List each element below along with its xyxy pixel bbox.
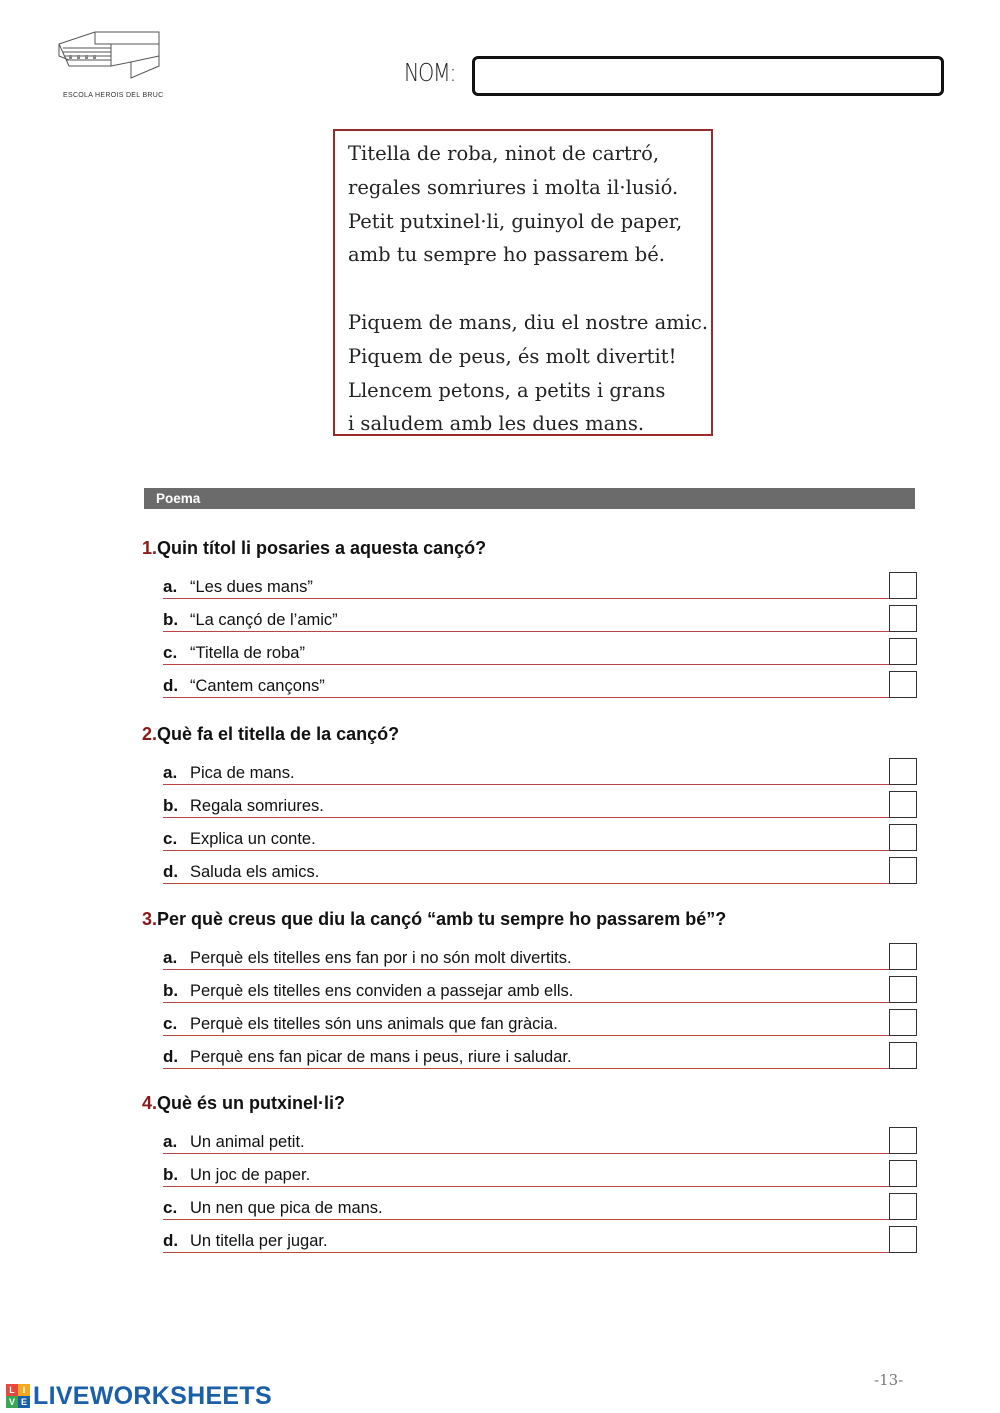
option-letter: c. xyxy=(163,1198,178,1217)
question-number: 4. xyxy=(142,1093,158,1113)
option-letter: a. xyxy=(163,948,178,967)
option-text: “Cantem cançons” xyxy=(190,677,325,695)
question-1 xyxy=(142,538,917,698)
option-letter: a. xyxy=(163,1132,178,1151)
option-text: “La cançó de l’amic” xyxy=(190,611,338,629)
answer-checkbox[interactable] xyxy=(889,1009,917,1036)
answer-option xyxy=(163,1154,917,1187)
answer-checkbox[interactable] xyxy=(889,1127,917,1154)
question-2 xyxy=(142,724,917,884)
answer-checkbox[interactable] xyxy=(889,1193,917,1220)
answer-option xyxy=(163,1220,917,1253)
answer-option xyxy=(163,566,917,599)
option-text: Un nen que pica de mans. xyxy=(190,1199,383,1217)
option-letter: d. xyxy=(163,862,179,881)
poem-line: Piquem de mans, diu el nostre amic. xyxy=(348,310,709,334)
option-text: Un joc de paper. xyxy=(190,1166,311,1184)
answer-option xyxy=(163,818,917,851)
question-title xyxy=(142,909,917,937)
question-title xyxy=(142,538,917,566)
school-name: ESCOLA HEROIS DEL BRUC xyxy=(63,92,164,99)
option-text: Pica de mans. xyxy=(190,764,295,782)
answer-checkbox[interactable] xyxy=(889,1160,917,1187)
school-logo xyxy=(55,26,173,104)
option-letter: a. xyxy=(163,763,178,782)
question-text: Què és un putxinel·li? xyxy=(157,1093,346,1113)
stanza-gap xyxy=(348,272,711,306)
option-text: “Titella de roba” xyxy=(190,644,305,662)
question-title xyxy=(142,724,917,752)
answer-checkbox[interactable] xyxy=(889,638,917,665)
question-3 xyxy=(142,909,917,1069)
option-letter: c. xyxy=(163,643,178,662)
question-number: 2. xyxy=(142,724,158,744)
answer-checkbox[interactable] xyxy=(889,791,917,818)
answer-checkbox[interactable] xyxy=(889,572,917,599)
badge-letter: E xyxy=(18,1396,30,1408)
answer-option xyxy=(163,785,917,818)
answer-option xyxy=(163,970,917,1003)
answer-checkbox[interactable] xyxy=(889,758,917,785)
answer-checkbox[interactable] xyxy=(889,605,917,632)
option-text: “Les dues mans” xyxy=(190,578,313,596)
name-input[interactable] xyxy=(472,56,944,96)
question-number: 3. xyxy=(142,909,158,929)
option-text: Explica un conte. xyxy=(190,830,316,848)
answer-option xyxy=(163,1036,917,1069)
answer-option xyxy=(163,1121,917,1154)
question-text: Quin títol li posaries a aquesta cançó? xyxy=(157,538,487,558)
option-letter: b. xyxy=(163,796,179,815)
option-text: Regala somriures. xyxy=(190,797,324,815)
answer-option xyxy=(163,851,917,884)
option-letter: d. xyxy=(163,676,179,695)
poem-line: Titella de roba, ninot de cartró, xyxy=(348,142,660,165)
answer-option xyxy=(163,665,917,698)
option-letter: a. xyxy=(163,577,178,596)
answer-checkbox[interactable] xyxy=(889,976,917,1003)
option-text: Un animal petit. xyxy=(190,1133,305,1151)
option-letter: c. xyxy=(163,829,178,848)
liveworksheets-logo[interactable] xyxy=(6,1382,272,1410)
brand-name: LIVEWORKSHEETS xyxy=(33,1381,272,1410)
answer-option xyxy=(163,632,917,665)
option-letter: b. xyxy=(163,1165,179,1184)
answer-option xyxy=(163,937,917,970)
option-letter: b. xyxy=(163,610,179,629)
option-text: Perquè els titelles ens fan por i no són molt divertits. xyxy=(190,949,572,967)
question-text: Per què creus que diu la cançó “amb tu sempre ho passarem bé”? xyxy=(157,909,727,929)
answer-option xyxy=(163,1187,917,1220)
badge-letter: V xyxy=(6,1396,18,1408)
option-text: Un titella per jugar. xyxy=(190,1232,328,1250)
answer-checkbox[interactable] xyxy=(889,671,917,698)
poem-line: Petit putxinel·li, guinyol de paper, xyxy=(348,209,683,233)
answer-option xyxy=(163,752,917,785)
option-text: Perquè els titelles ens conviden a passejar amb ells. xyxy=(190,982,574,1000)
badge-letter: I xyxy=(18,1384,30,1396)
badge-letter: L xyxy=(6,1384,18,1396)
option-letter: d. xyxy=(163,1047,179,1066)
section-title: Poema xyxy=(144,488,915,509)
poem-line: amb tu sempre ho passarem bé. xyxy=(348,243,665,267)
option-text: Saluda els amics. xyxy=(190,863,320,881)
answer-checkbox[interactable] xyxy=(889,1042,917,1069)
poem-line: regales somriures i molta il·lusió. xyxy=(348,175,679,199)
answer-option xyxy=(163,599,917,632)
option-letter: b. xyxy=(163,981,179,1000)
option-text: Perquè ens fan picar de mans i peus, riure i saludar. xyxy=(190,1048,572,1066)
answer-checkbox[interactable] xyxy=(889,824,917,851)
option-letter: d. xyxy=(163,1231,179,1250)
question-4 xyxy=(142,1093,917,1253)
poem-line: Llencem petons, a petits i grans xyxy=(348,378,666,402)
question-text: Què fa el titella de la cançó? xyxy=(157,724,400,744)
option-letter: c. xyxy=(163,1014,178,1033)
answer-checkbox[interactable] xyxy=(889,1226,917,1253)
option-text: Perquè els titelles són uns animals que fan gràcia. xyxy=(190,1015,558,1033)
school-building-icon xyxy=(55,26,167,90)
poem-line: Piquem de peus, és molt divertit! xyxy=(348,344,677,368)
poem-line: i saludem amb les dues mans. xyxy=(348,412,645,436)
answer-option xyxy=(163,1003,917,1036)
liveworksheets-badge-icon xyxy=(6,1384,30,1408)
answer-checkbox[interactable] xyxy=(889,943,917,970)
question-title xyxy=(142,1093,917,1121)
name-label: NOM: xyxy=(404,58,456,87)
answer-checkbox[interactable] xyxy=(889,857,917,884)
poem-box xyxy=(333,129,713,436)
page-number: -13- xyxy=(874,1371,904,1389)
question-number: 1. xyxy=(142,538,158,558)
